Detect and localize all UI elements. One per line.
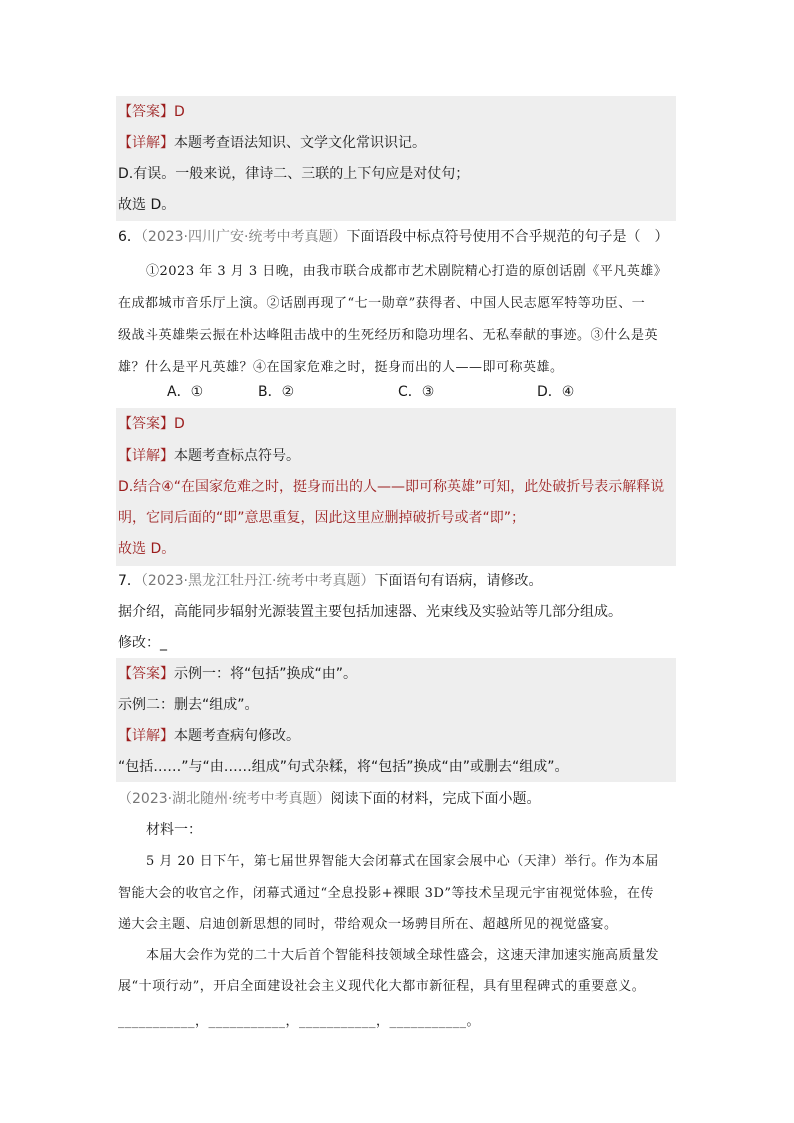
material-title: 材料一： (146, 822, 202, 838)
question-number: 7． (118, 573, 141, 589)
answer-block-5 (116, 96, 676, 221)
detail-text: 本题考查语法知识、文学文化常识识记。 (174, 135, 426, 151)
question-source: （2023·湖北随州·统考中考真题） (118, 791, 331, 807)
answer-tag: 【答案】 (118, 416, 174, 432)
detail-text-line: 故选 D。 (118, 541, 176, 557)
detail-text-line: 故选 D。 (118, 197, 176, 213)
answer-tag: 【答案】 (118, 104, 174, 120)
answer-line (118, 414, 185, 434)
question-8-heading (118, 789, 541, 809)
passage-line: 本届大会作为党的二十大后首个智能科技领域全球性盛会，这速天津加速实施高质量发 (146, 948, 660, 963)
passage-line: 雄？什么是平凡英雄？④在国家危难之时，挺身而出的人——即可称英雄。 (118, 360, 564, 375)
question-source: （2023·黑龙江牡丹江·统考中考真题） (140, 573, 375, 589)
detail-text-line: D.有误。一般来说，律诗二、三联的上下句应是对仗句； (118, 166, 470, 182)
question-7-heading (118, 571, 542, 591)
answer-blanks[interactable]: ___________，___________，___________，___________。 (118, 1014, 481, 1029)
question-number: 6． (118, 229, 141, 245)
question-stem: 阅读下面的材料，完成下面小题。 (330, 791, 541, 807)
question-source: （2023·四川广安·统考中考真题） (140, 229, 347, 245)
passage-line: ①2023 年 3 月 3 日晚，由我市联合成都市艺术剧院精心打造的原创话剧《平凡英雄》 (146, 264, 668, 279)
detail-line (118, 133, 426, 153)
answer-tag: 【答案】 (118, 666, 174, 682)
answer-line (118, 664, 357, 684)
detail-text-line: “包括……”与“由……组成”句式杂糅，将“包括”换成“由”或删去“组成”。 (118, 759, 569, 775)
detail-line (118, 446, 300, 466)
option-d: D．④ (537, 384, 575, 400)
option-b: B．② (258, 384, 295, 400)
detail-tag: 【详解】 (118, 448, 174, 464)
passage-line: 智能大会的收官之作，闭幕式通过“全息投影+裸眼 3D”等技术呈现元宇宙视觉体验，在传 (118, 886, 655, 901)
answer-line (118, 102, 185, 122)
answer-text: 示例一：将“包括”换成“由”。 (174, 666, 358, 682)
detail-line (118, 726, 300, 746)
detail-text-line: D.结合④“在国家危难之时，挺身而出的人——即可称英雄”可知，此处破折号表示解释说 (118, 479, 665, 495)
option-a: A．① (167, 384, 204, 400)
option-c: C．③ (398, 384, 435, 400)
passage-line: 展“十项行动”，开启全面建设社会主义现代化大都市新征程，具有里程碑式的重要意义。 (118, 979, 646, 994)
passage-line: 级战斗英雄柴云振在朴达峰阻击战中的生死经历和隐功埋名、无私奉献的事迹。③什么是英 (118, 328, 659, 343)
question-sentence: 据介绍，高能同步辐射光源装置主要包括加速器、光束线及实验站等几部分组成。 (118, 604, 622, 620)
passage-line: 5 月 20 日下午，第七届世界智能大会闭幕式在国家会展中心（天津）举行。作为本届 (146, 854, 659, 869)
question-6-heading (118, 227, 668, 247)
question-stem: 下面语段中标点符号使用不合乎规范的句子是（ ） (346, 229, 669, 245)
answer-example-line: 示例二：删去“组成”。 (118, 697, 259, 713)
detail-tag: 【详解】 (118, 135, 174, 151)
detail-text-line: 明，它同后面的“即”意思重复，因此这里应删掉破折号或者“即”； (118, 510, 526, 526)
fix-prompt: 修改：_ (118, 635, 167, 651)
answer-text: D (174, 104, 185, 120)
passage-line: 递大会主题、启迪创新思想的同时，带给观众一场骋目所在、超越所见的视觉盛宴。 (118, 917, 618, 932)
passage-line: 在成都城市音乐厅上演。②话剧再现了“七一勋章”获得者、中国人民志愿军特等功臣、一 (118, 296, 646, 311)
detail-tag: 【详解】 (118, 728, 174, 744)
answer-text: D (174, 416, 185, 432)
detail-text: 本题考查标点符号。 (174, 448, 300, 464)
question-stem: 下面语句有语病，请修改。 (374, 573, 543, 589)
detail-text: 本题考查病句修改。 (174, 728, 300, 744)
